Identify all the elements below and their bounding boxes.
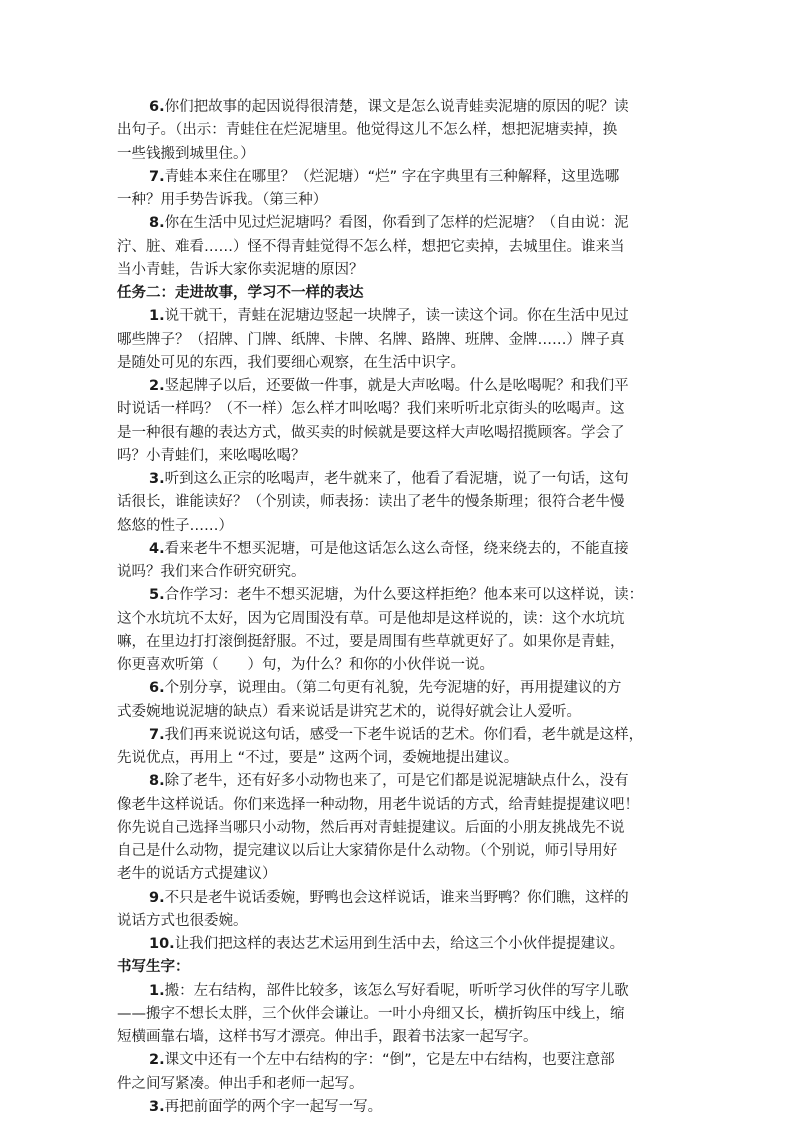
line-text: 悠悠的性子……） — [117, 517, 233, 534]
text-line — [117, 143, 677, 166]
section-heading — [117, 956, 677, 979]
item-number: 5. — [149, 587, 165, 604]
text-line — [117, 491, 677, 514]
line-text: 让我们把这样的表达艺术运用到生活中去，给这三个小伙伴提提建议。 — [174, 936, 625, 952]
text-line — [117, 329, 677, 352]
text-line — [117, 817, 677, 840]
item-number: 4. — [149, 540, 165, 557]
item-number: 6. — [149, 680, 165, 697]
text-line — [117, 445, 677, 468]
line-text: 你更喜欢听第（ ）句，为什么？和你的小伙伴说一说。 — [117, 657, 494, 673]
item-number: 8. — [149, 773, 165, 790]
text-line — [117, 724, 677, 747]
text-line — [117, 654, 677, 677]
item-number: 6. — [149, 99, 165, 115]
text-line — [117, 96, 677, 119]
line-text: 你先说自己选择当哪只小动物，然后再对青蛙提建议。后面的小朋友挑战先不说 — [117, 819, 625, 836]
line-text: 说吗？我们来合作研究研究。 — [117, 564, 306, 580]
text-line — [117, 1049, 677, 1072]
line-text: 话很长，谁能读好？（个别读，师表扬：读出了老牛的慢条斯理；很符合老牛慢 — [117, 494, 625, 511]
document-body — [117, 96, 677, 1119]
line-text: 是一种很有趣的表达方式，做买卖的时候就是要这样大声吆喝招揽顾客。学会了 — [117, 424, 625, 441]
line-text: 泞、脏、难看……）怪不得青蛙觉得不怎么样，想把它卖掉，去城里住。谁来当 — [117, 238, 625, 255]
line-text: 书写生字： — [117, 959, 190, 976]
item-number: 8. — [149, 215, 165, 232]
line-text: 说干就干，青蛙在泥塘边竖起一块牌子，读一读这个词。你在生活中见过 — [164, 308, 629, 325]
item-number: 1. — [149, 308, 165, 325]
item-number: 7. — [149, 168, 165, 185]
line-text: 这个水坑坑不太好，因为它周围没有草。可是他却是这样说的，读：这个水坑坑 — [117, 610, 625, 627]
text-line — [117, 1073, 677, 1096]
text-line — [117, 608, 677, 631]
line-text: 先说优点，再用上 “不过，要是” 这两个词，委婉地提出建议。 — [117, 750, 519, 766]
line-text: 不只是老牛说话委婉，野鸭也会这样说话，谁来当野鸭？你们瞧，这样的 — [164, 889, 629, 906]
line-text: 件之间写紧凑。伸出手和老师一起写。 — [117, 1075, 364, 1092]
text-line — [117, 212, 677, 235]
text-line — [117, 259, 677, 282]
item-number: 10. — [149, 936, 175, 952]
line-text: 说话方式也很委婉。 — [117, 912, 248, 929]
text-line — [117, 933, 677, 956]
item-number: 3. — [149, 471, 165, 487]
text-line — [117, 166, 677, 189]
item-number: 3. — [149, 1098, 165, 1115]
text-line — [117, 422, 677, 445]
line-text: 嘛，在里边打打滚倒挺舒服。不过，要是周围有些草就更好了。如果你是青蛙， — [117, 633, 625, 650]
text-line — [117, 887, 677, 910]
line-text: ——搬字不想长太胖，三个伙伴会谦让。一叶小舟细又长，横折钩压中线上，缩 — [117, 1005, 625, 1022]
line-text: 再把前面学的两个字一起写一写。 — [164, 1098, 383, 1115]
text-line — [117, 468, 677, 491]
line-text: 看来老牛不想买泥塘，可是他这话怎么这么奇怪，绕来绕去的，不能直接 — [164, 540, 629, 557]
line-text: 是随处可见的东西，我们要细心观察，在生活中识字。 — [117, 354, 465, 371]
text-line — [117, 631, 677, 654]
item-number: 1. — [149, 982, 165, 999]
line-text: 合作学习：老牛不想买泥塘，为什么要这样拒绝？他本来可以这样说，读： — [164, 587, 644, 604]
line-text: 竖起牌子以后，还要做一件事，就是大声吆喝。什么是吆喝呢？和我们平 — [164, 378, 629, 394]
text-line — [117, 538, 677, 561]
item-number: 7. — [149, 726, 165, 743]
line-text: 哪些牌子？（招牌、门牌、纸牌、卡牌、名牌、路牌、班牌、金牌……）牌子真 — [117, 331, 625, 348]
line-text: 当小青蛙，告诉大家你卖泥塘的原因？ — [117, 261, 364, 278]
text-line — [117, 352, 677, 375]
section-heading — [117, 282, 677, 305]
line-text: 式委婉地说泥塘的缺点）看来说话是讲究艺术的，说得好就会让人爱听。 — [117, 703, 581, 720]
text-line — [117, 561, 677, 584]
text-line — [117, 236, 677, 259]
text-line — [117, 1026, 677, 1049]
line-text: 老牛的说话方式提建议） — [117, 866, 277, 883]
line-text: 课文中还有一个左中右结构的字：“倒”，它是左中右结构，也要注意部 — [164, 1052, 615, 1069]
line-text: 时说话一样吗？（不一样）怎么样才叫吆喝？我们来听听北京街头的吆喝声。这 — [117, 401, 625, 418]
text-line — [117, 770, 677, 793]
text-line — [117, 794, 677, 817]
line-text: 出句子。（出示：青蛙住在烂泥塘里。他觉得这儿不怎么样，想把泥塘卖掉，换 — [117, 122, 618, 139]
line-text: 除了老牛，还有好多小动物也来了，可是它们都是说泥塘缺点什么，没有 — [164, 773, 629, 790]
line-text: 听到这么正宗的吆喝声，老牛就来了，他看了看泥塘，说了一句话，这句 — [164, 471, 629, 487]
text-line — [117, 189, 677, 212]
line-text: 你在生活中见过烂泥塘吗？看图，你看到了怎样的烂泥塘？（自由说：泥 — [164, 215, 629, 232]
text-line — [117, 1096, 677, 1119]
item-number: 2. — [149, 378, 165, 394]
text-line — [117, 840, 677, 863]
item-number: 2. — [149, 1052, 165, 1069]
line-text: 吗？小青蛙们，来吆喝吆喝？ — [117, 447, 306, 464]
text-line — [117, 701, 677, 724]
text-line — [117, 584, 677, 607]
line-text: 青蛙本来住在哪里？（烂泥塘）“烂” 字在字典里有三种解释，这里选哪 — [164, 168, 620, 185]
text-line — [117, 863, 677, 886]
text-line — [117, 515, 677, 538]
line-text: 个别分享，说理由。（第二句更有礼貌，先夸泥塘的好，再用提建议的方 — [164, 680, 622, 697]
text-line — [117, 747, 677, 770]
line-text: 你们把故事的起因说得很清楚，课文是怎么说青蛙卖泥塘的原因的呢？读 — [164, 99, 629, 115]
text-line — [117, 305, 677, 328]
line-text: 自己是什么动物，提完建议以后让大家猜你是什么动物。（个别说，师引导用好 — [117, 843, 618, 859]
line-text: 我们再来说说这句话，感受一下老牛说话的艺术。你们看，老牛就是这样， — [164, 726, 644, 743]
text-line — [117, 980, 677, 1003]
line-text: 像老牛这样说话。你们来选择一种动物，用老牛说话的方式，给青蛙提提建议吧！ — [117, 796, 639, 813]
line-text: 一些钱搬到城里住。） — [117, 145, 255, 162]
text-line — [117, 677, 677, 700]
line-text: 短横画靠右墙，这样书写才漂亮。伸出手，跟着书法家一起写字。 — [117, 1029, 538, 1045]
item-number: 9. — [149, 889, 165, 906]
text-line — [117, 375, 677, 398]
text-line — [117, 119, 677, 142]
text-line — [117, 910, 677, 933]
line-text: 一种？用手势告诉我。（第三种） — [117, 192, 328, 208]
text-line — [117, 398, 677, 421]
line-text: 任务二：走进故事，学习不一样的表达 — [117, 285, 364, 301]
text-line — [117, 1003, 677, 1026]
line-text: 搬：左右结构，部件比较多，该怎么写好看呢，听听学习伙伴的写字儿歌 — [164, 982, 629, 999]
